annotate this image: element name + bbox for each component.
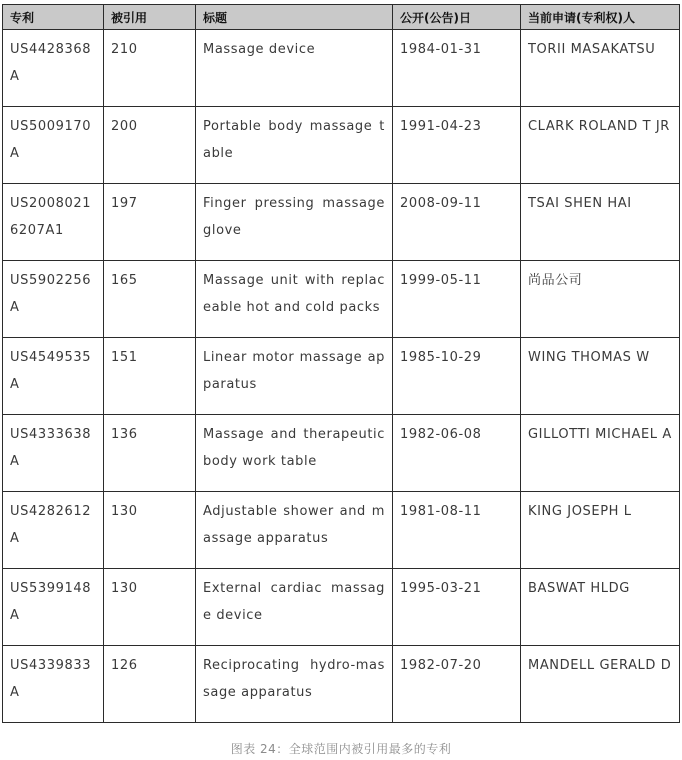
cell-cited: 130 xyxy=(104,569,196,646)
header-cited: 被引用 xyxy=(104,5,196,30)
cell-assignee: MANDELL GERALD D xyxy=(521,646,680,723)
cell-cited: 197 xyxy=(104,184,196,261)
cell-cited: 200 xyxy=(104,107,196,184)
cell-date: 1982-06-08 xyxy=(393,415,521,492)
patent-table-container xyxy=(2,4,679,723)
cell-assignee: GILLOTTI MICHAEL A xyxy=(521,415,680,492)
header-patent: 专利 xyxy=(3,5,104,30)
cell-cited: 126 xyxy=(104,646,196,723)
cell-assignee: 尚品公司 xyxy=(521,261,680,338)
cell-cited: 151 xyxy=(104,338,196,415)
cell-assignee: KING JOSEPH L xyxy=(521,492,680,569)
cell-date: 1982-07-20 xyxy=(393,646,521,723)
cell-title: Reciprocating hydro-massage apparatus xyxy=(196,646,393,723)
cell-assignee: BASWAT HLDG xyxy=(521,569,680,646)
figure-caption: 图表 24：全球范围内被引用最多的专利 xyxy=(230,742,452,756)
cell-date: 1981-08-11 xyxy=(393,492,521,569)
cell-assignee: TSAI SHEN HAI xyxy=(521,184,680,261)
cell-title: Massage device xyxy=(196,30,393,107)
cell-patent: US20080216207A1 xyxy=(3,184,104,261)
cell-date: 1991-04-23 xyxy=(393,107,521,184)
cell-patent: US4333638A xyxy=(3,415,104,492)
cell-date: 1985-10-29 xyxy=(393,338,521,415)
table-row xyxy=(3,261,680,338)
cell-title: Massage unit with replaceable hot and cold packs xyxy=(196,261,393,338)
table-row xyxy=(3,184,680,261)
cell-title: Finger pressing massage glove xyxy=(196,184,393,261)
cell-patent: US4428368A xyxy=(3,30,104,107)
cell-cited: 165 xyxy=(104,261,196,338)
cell-assignee: TORII MASAKATSU xyxy=(521,30,680,107)
table-row xyxy=(3,569,680,646)
cell-assignee: WING THOMAS W xyxy=(521,338,680,415)
patent-table xyxy=(2,4,680,723)
cell-date: 1995-03-21 xyxy=(393,569,521,646)
table-row xyxy=(3,30,680,107)
cell-date: 2008-09-11 xyxy=(393,184,521,261)
cell-title: External cardiac massage device xyxy=(196,569,393,646)
table-row xyxy=(3,646,680,723)
table-row xyxy=(3,107,680,184)
cell-patent: US5399148A xyxy=(3,569,104,646)
cell-cited: 130 xyxy=(104,492,196,569)
cell-title: Linear motor massage apparatus xyxy=(196,338,393,415)
cell-title: Portable body massage table xyxy=(196,107,393,184)
header-assignee: 当前申请(专利权)人 xyxy=(521,5,680,30)
cell-cited: 210 xyxy=(104,30,196,107)
cell-date: 1999-05-11 xyxy=(393,261,521,338)
cell-patent: US4282612A xyxy=(3,492,104,569)
cell-cited: 136 xyxy=(104,415,196,492)
cell-patent: US4339833A xyxy=(3,646,104,723)
cell-patent: US5902256A xyxy=(3,261,104,338)
table-header-row xyxy=(3,5,680,30)
cell-patent: US5009170A xyxy=(3,107,104,184)
cell-assignee: CLARK ROLAND T JR xyxy=(521,107,680,184)
header-date: 公开(公告)日 xyxy=(393,5,521,30)
cell-date: 1984-01-31 xyxy=(393,30,521,107)
table-row xyxy=(3,338,680,415)
cell-title: Adjustable shower and massage apparatus xyxy=(196,492,393,569)
table-row xyxy=(3,415,680,492)
header-title: 标题 xyxy=(196,5,393,30)
cell-patent: US4549535A xyxy=(3,338,104,415)
cell-title: Massage and therapeutic body work table xyxy=(196,415,393,492)
table-row xyxy=(3,492,680,569)
